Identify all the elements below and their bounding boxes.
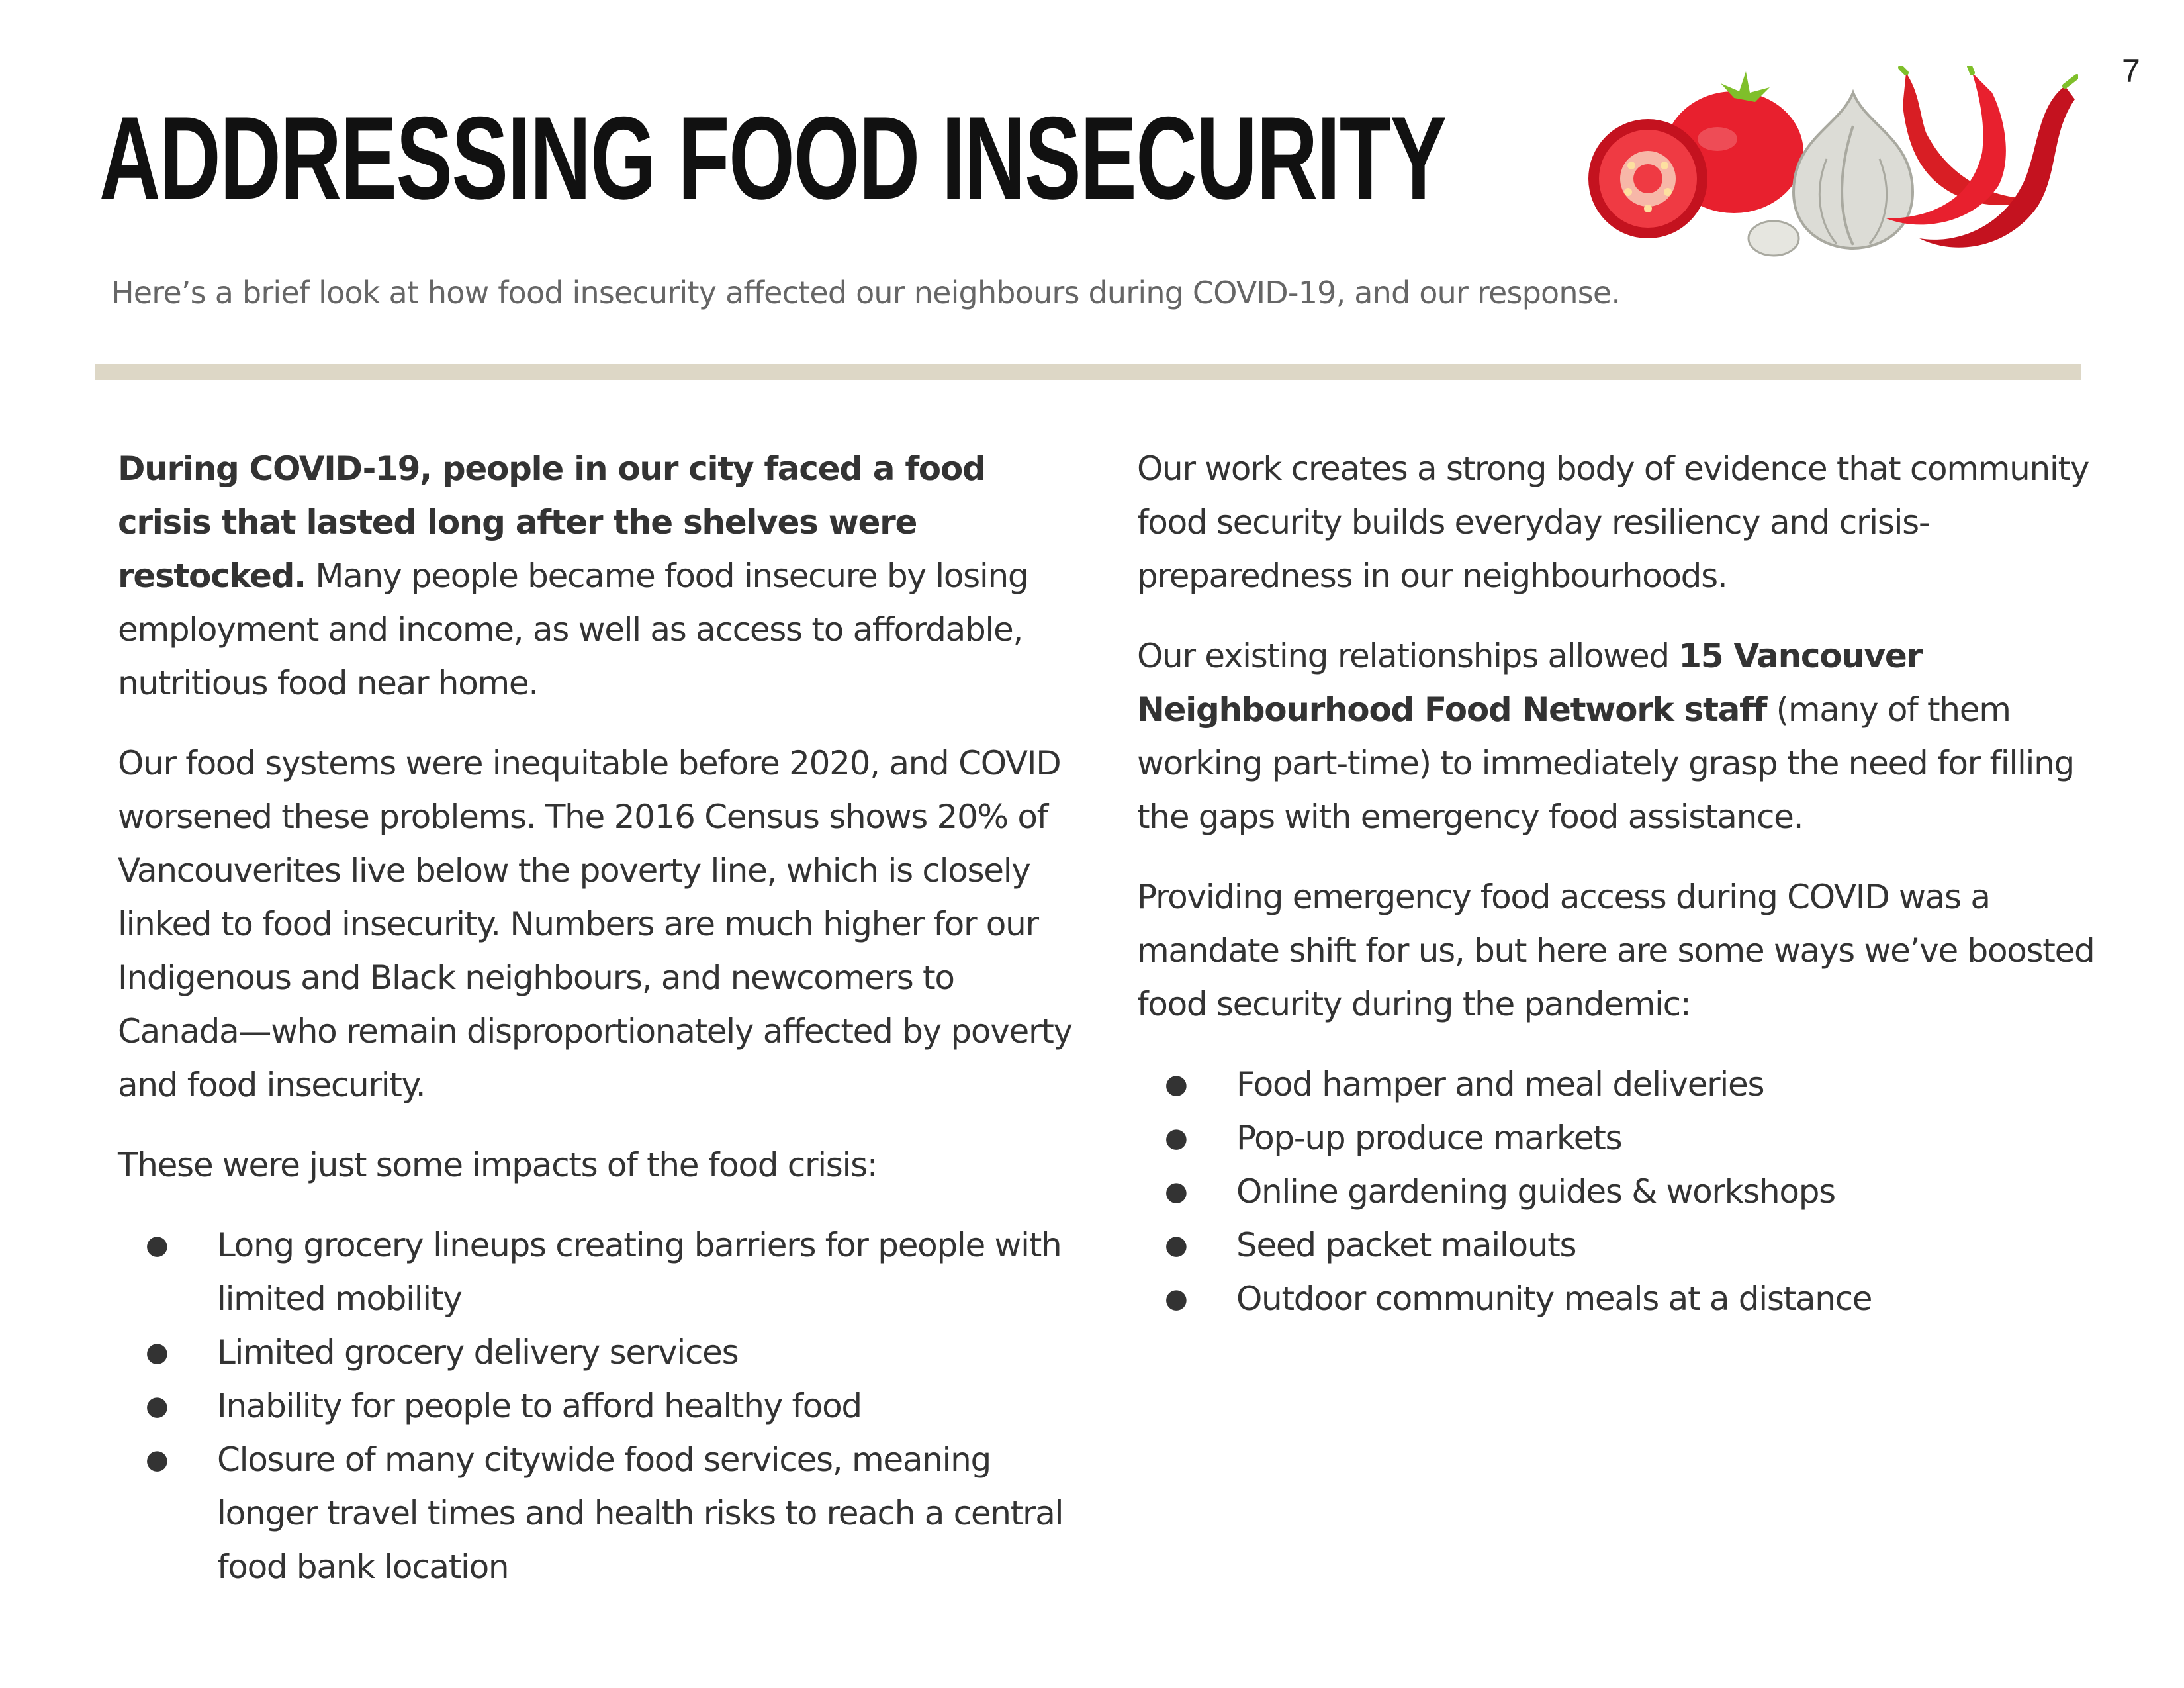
relationships-bold-text: 15 Vancouver Neighbourhood Food Network staff bbox=[1137, 637, 1922, 729]
list-item: ● Pop-up produce markets bbox=[1137, 1111, 2103, 1165]
context-paragraph: Our food systems were inequitable before 2020, and COVID worsened these problems. The 2016 Census shows 20% of Vancouverites live below the poverty line, which is closely linked to food insecurity. Numbers are much higher for our Indigenous and Black neighbours, and newcomers to Canada—who remain disproportionately affected by poverty and food insecurity. bbox=[118, 744, 1072, 1104]
intro-paragraph bbox=[118, 442, 1084, 710]
relationships-text-a: Our existing relationships allowed bbox=[1137, 637, 1679, 675]
list-item: ● Outdoor community meals at a distance bbox=[1137, 1272, 2103, 1326]
tomato-half-icon bbox=[1588, 119, 1707, 238]
page-title: ADDRESSING FOOD INSECURITY bbox=[99, 92, 1446, 224]
right-column bbox=[1137, 442, 2103, 1326]
vegetable-illustration bbox=[1575, 66, 2078, 278]
evidence-paragraph: Our work creates a strong body of evidence that community food security builds everyday resiliency and crisis-preparedness in our neighbourhoods. bbox=[1137, 449, 2089, 595]
left-column bbox=[118, 442, 1084, 1594]
responses-list bbox=[1137, 1058, 2103, 1326]
list-item: ● Long grocery lineups creating barriers for people with limited mobility bbox=[118, 1219, 1084, 1326]
list-item: ● Food hamper and meal deliveries bbox=[1137, 1058, 2103, 1111]
impacts-lead-paragraph: These were just some impacts of the food crisis: bbox=[118, 1146, 878, 1184]
list-item: ● Seed packet mailouts bbox=[1137, 1219, 2103, 1272]
list-item: ● Closure of many citywide food services, meaning longer travel times and health risks to reach a central food bank location bbox=[118, 1433, 1084, 1594]
intro-rest-text: Many people became food insecure by losing employment and income, as well as access to affordable, nutritious food near home. bbox=[118, 557, 1028, 702]
relationships-paragraph bbox=[1137, 630, 2103, 844]
list-item: ● Inability for people to afford healthy food bbox=[118, 1380, 1084, 1433]
page-number: 7 bbox=[2122, 52, 2140, 89]
impacts-list bbox=[118, 1219, 1084, 1594]
relationships-text-b: (many of them working part-time) to immediately grasp the need for filling the gaps with emergency food assistance. bbox=[1137, 690, 2074, 836]
response-lead-paragraph: Providing emergency food access during COVID was a mandate shift for us, but here are some ways we’ve boosted food security during the pandemic: bbox=[1137, 878, 2095, 1023]
divider-rule bbox=[95, 364, 2081, 380]
list-item: ● Limited grocery delivery services bbox=[118, 1326, 1084, 1380]
intro-bold-text: During COVID-19, people in our city faced a food crisis that lasted long after the shelves were restocked. bbox=[118, 449, 985, 595]
chili-pepper-icon bbox=[1886, 66, 2077, 248]
list-item: ● Online gardening guides & workshops bbox=[1137, 1165, 2103, 1219]
page-subtitle: Here’s a brief look at how food insecurity affected our neighbours during COVID-19, and our response. bbox=[111, 275, 1621, 310]
